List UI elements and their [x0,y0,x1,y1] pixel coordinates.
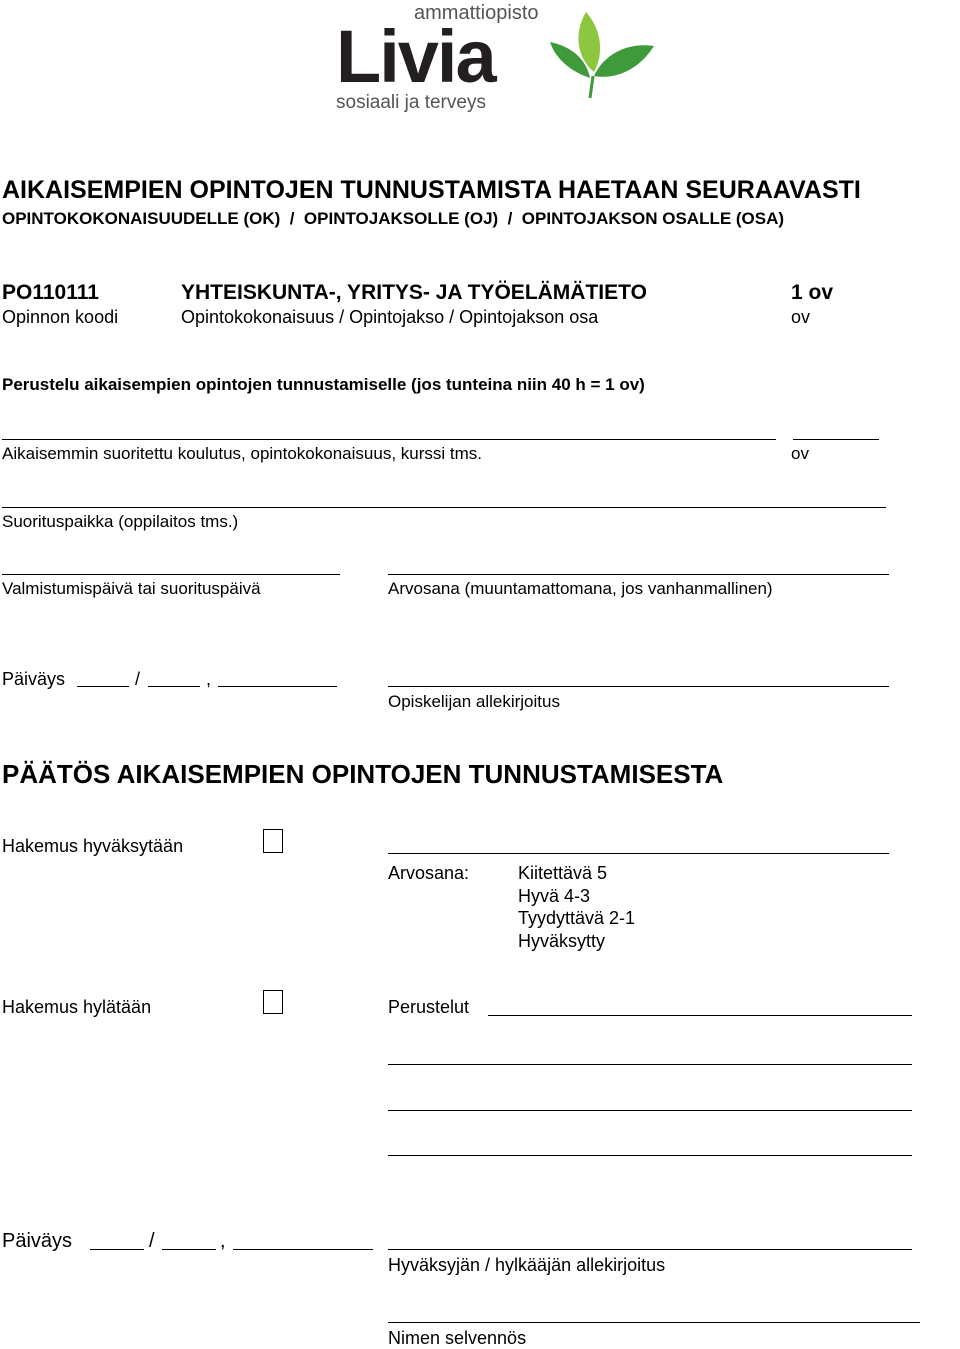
grade-option: Tyydyttävä 2-1 [518,908,636,928]
grade-field[interactable] [388,574,889,575]
course-name-label: Opintokokonaisuus / Opintojakso / Opintojakson osa [181,307,599,327]
decision-date-comma: , [220,1230,226,1252]
approver-signature-label: Hyväksyjän / hylkääjän allekirjoitus [388,1255,666,1275]
date-slash: / [135,669,141,689]
name-clarification-label: Nimen selvennös [388,1328,527,1348]
reasons-field-line[interactable] [388,1064,912,1065]
course-credits: 1 ov [791,281,834,304]
grade-option: Hyväksytty [518,931,606,951]
decision-heading: PÄÄTÖS AIKAISEMPIEN OPINTOJEN TUNNUSTAMISESTA [2,759,724,789]
accepted-label: Hakemus hyväksytään [2,836,184,856]
reasons-field-line[interactable] [388,1155,912,1156]
approver-signature-field[interactable] [388,1249,912,1250]
prior-credits-label: ov [791,444,809,463]
reasons-label: Perustelut [388,997,470,1017]
decision-date-slash: / [149,1230,155,1252]
place-label: Suorituspaikka (oppilaitos tms.) [2,512,239,531]
decision-date-day-field[interactable] [90,1249,144,1250]
accepted-checkbox[interactable] [263,829,283,853]
place-field[interactable] [2,507,886,508]
date-day-field[interactable] [77,686,129,687]
form-title: AIKAISEMPIEN OPINTOJEN TUNNUSTAMISTA HAETAAN SEURAAVASTI [2,176,861,204]
grade-option: Kiitettävä 5 [518,863,608,883]
date-comma: , [206,669,212,689]
grade-option: Hyvä 4-3 [518,886,591,906]
basis-heading: Perustelu aikaisempien opintojen tunnustamiselle (jos tunteina niin 40 h = 1 ov) [2,375,645,394]
course-name: YHTEISKUNTA-, YRITYS- JA TYÖELÄMÄTIETO [181,281,647,304]
date-month-field[interactable] [148,686,200,687]
decision-date-month-field[interactable] [162,1249,216,1250]
prior-credits-field[interactable] [793,439,879,440]
date-label: Päiväys [2,669,66,689]
leaf-icon [550,12,654,98]
livia-logo [336,2,662,114]
course-credits-label: ov [791,307,811,327]
rejected-checkbox[interactable] [263,990,283,1014]
form-subtitle: OPINTOKOKONAISUUDELLE (OK) / OPINTOJAKSOLLE (OJ) / OPINTOJAKSON OSALLE (OSA) [2,209,785,228]
reasons-field-line[interactable] [388,1110,912,1111]
reasons-field-line[interactable] [488,1015,912,1016]
grade-title: Arvosana: [388,863,470,883]
rejected-label: Hakemus hylätään [2,997,152,1017]
course-code-label: Opinnon koodi [2,307,119,327]
livia-logo-graphic [336,2,662,114]
student-signature-label: Opiskelijan allekirjoitus [388,692,560,711]
date-place-field[interactable] [218,686,337,687]
grade-label: Arvosana (muuntamattomana, jos vanhanmallinen) [388,579,773,598]
logo-bottom-text: sosiaali ja terveys [336,92,486,113]
name-clarification-field[interactable] [388,1322,920,1323]
decision-date-label: Päiväys [2,1230,73,1252]
student-signature-field[interactable] [388,686,889,687]
completion-date-field[interactable] [2,574,340,575]
course-code: PO110111 [2,281,99,304]
logo-top-text: ammattiopisto [414,2,539,24]
decision-date-place-field[interactable] [233,1249,373,1250]
prior-training-label: Aikaisemmin suoritettu koulutus, opintokokonaisuus, kurssi tms. [2,444,482,463]
prior-training-field[interactable] [2,439,776,440]
completion-date-label: Valmistumispäivä tai suorituspäivä [2,579,261,598]
grade-decision-field[interactable] [388,853,889,854]
logo-brand-text: Livia [336,15,495,98]
